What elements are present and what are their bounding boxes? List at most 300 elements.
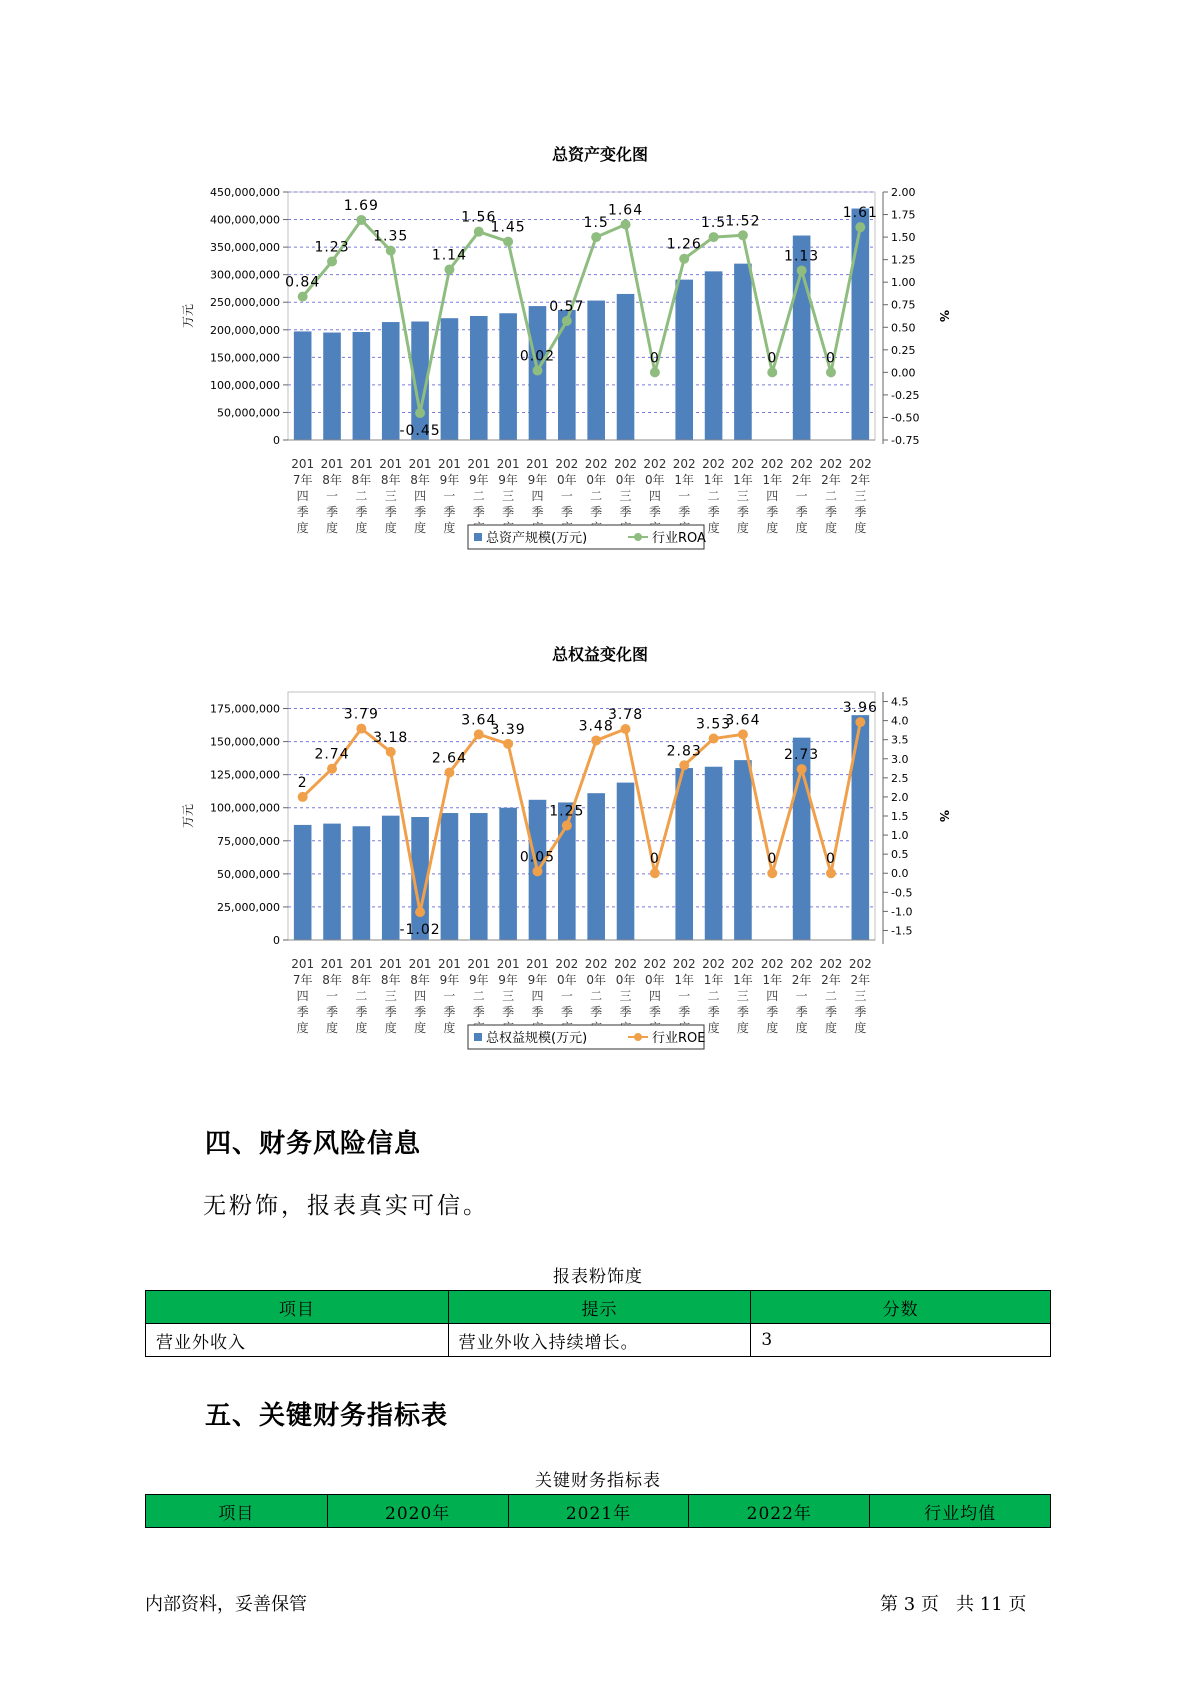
x-tick-label: 季 xyxy=(736,1005,749,1019)
x-tick-label: 度 xyxy=(795,521,808,535)
y-axis-title: 万元 xyxy=(181,803,195,829)
x-tick-label: 202 xyxy=(702,957,726,971)
bar xyxy=(323,333,341,440)
x-tick-label: 202 xyxy=(819,457,843,471)
x-tick-label: 季 xyxy=(326,505,339,519)
data-point xyxy=(855,717,865,727)
x-tick-label: 202 xyxy=(790,457,814,471)
data-point xyxy=(591,735,601,745)
data-label: 1.56 xyxy=(461,209,497,226)
y2-tick-label: 0.5 xyxy=(891,848,909,862)
x-tick-label: 1年 xyxy=(762,473,783,487)
x-tick-label: 二 xyxy=(472,989,485,1003)
table-row xyxy=(146,1324,1051,1357)
y2-tick-label: 0.75 xyxy=(891,298,916,312)
x-tick-label: 一 xyxy=(443,989,456,1003)
x-tick-label: 度 xyxy=(414,521,427,535)
y2-tick-label: 4.5 xyxy=(891,695,909,709)
x-tick-label: 四 xyxy=(296,489,309,503)
x-tick-label: 三 xyxy=(384,989,397,1003)
x-tick-label: 度 xyxy=(443,521,456,535)
y-tick-label: 150,000,000 xyxy=(210,735,280,749)
x-tick-label: 季 xyxy=(355,505,368,519)
bar xyxy=(353,332,371,440)
data-label: 3.79 xyxy=(343,706,379,723)
legend-label: 总权益规模(万元) xyxy=(486,1031,588,1046)
bar xyxy=(587,301,605,440)
x-tick-label: 季 xyxy=(854,1005,867,1019)
x-tick-label: 度 xyxy=(766,521,779,535)
x-tick-label: 0年 xyxy=(615,973,636,987)
x-tick-label: 季 xyxy=(443,1005,456,1019)
data-label: 2.83 xyxy=(666,743,702,760)
x-tick-label: 季 xyxy=(502,1005,515,1019)
x-tick-label: 201 xyxy=(526,457,549,471)
x-tick-label: 201 xyxy=(320,957,344,971)
x-tick-label: 0年 xyxy=(557,473,577,487)
data-point xyxy=(709,734,719,744)
data-point xyxy=(356,215,366,225)
y-tick-label: 300,000,000 xyxy=(210,268,280,282)
x-tick-label: 201 xyxy=(291,457,315,471)
bar xyxy=(441,318,459,440)
x-tick-label: 度 xyxy=(854,1021,867,1035)
data-point xyxy=(474,227,484,237)
table-header-cell: 项目 xyxy=(146,1291,449,1324)
data-label: -1.02 xyxy=(399,922,441,939)
x-tick-label: 一 xyxy=(678,989,691,1003)
data-label: 1.69 xyxy=(343,197,379,214)
x-tick-label: 0年 xyxy=(586,973,606,987)
x-tick-label: 201 xyxy=(379,957,403,971)
data-point xyxy=(679,760,689,770)
table-caption: 报表粉饰度 xyxy=(553,1267,643,1287)
x-tick-label: 202 xyxy=(584,957,608,971)
x-tick-label: 202 xyxy=(702,457,726,471)
x-tick-label: 7年 xyxy=(292,973,313,987)
y2-axis-title: % xyxy=(937,809,951,823)
x-tick-label: 四 xyxy=(648,989,661,1003)
x-tick-label: 三 xyxy=(502,989,515,1003)
x-tick-label: 季 xyxy=(296,1005,309,1019)
x-tick-label: 度 xyxy=(824,1021,837,1035)
x-tick-label: 一 xyxy=(326,489,339,503)
x-tick-label: 四 xyxy=(414,489,427,503)
data-label: 3.64 xyxy=(725,712,761,729)
x-tick-label: 三 xyxy=(736,489,749,503)
x-tick-label: 0年 xyxy=(586,473,606,487)
x-tick-label: 202 xyxy=(614,457,637,471)
y-tick-label: 200,000,000 xyxy=(210,323,280,337)
data-label: 3.64 xyxy=(461,712,497,729)
bar xyxy=(617,294,635,440)
x-tick-label: 9年 xyxy=(498,473,518,487)
x-tick-label: 度 xyxy=(707,1021,720,1035)
x-tick-label: 季 xyxy=(824,505,837,519)
y-tick-label: 350,000,000 xyxy=(210,241,280,255)
y-tick-label: 50,000,000 xyxy=(217,867,280,881)
x-tick-label: 1年 xyxy=(733,473,753,487)
y2-tick-label: 2.0 xyxy=(891,790,909,804)
x-tick-label: 季 xyxy=(795,1005,808,1019)
x-tick-label: 二 xyxy=(590,489,603,503)
x-tick-label: 1年 xyxy=(703,473,724,487)
x-tick-label: 度 xyxy=(414,1021,427,1035)
y2-tick-label: -0.50 xyxy=(891,411,920,425)
x-tick-label: 一 xyxy=(795,989,808,1003)
data-point xyxy=(415,907,425,917)
data-point xyxy=(797,764,807,774)
y-tick-label: 150,000,000 xyxy=(210,351,280,365)
total-equity-chart xyxy=(150,640,1050,1100)
x-tick-label: 度 xyxy=(326,521,339,535)
x-tick-label: 三 xyxy=(384,489,397,503)
bar xyxy=(617,783,635,940)
bar xyxy=(705,271,723,440)
x-tick-label: 202 xyxy=(848,957,872,971)
legend-label: 行业ROE xyxy=(652,1031,706,1046)
x-tick-label: 三 xyxy=(854,989,867,1003)
x-tick-label: 8年 xyxy=(410,973,430,987)
x-tick-label: 季 xyxy=(619,1005,632,1019)
x-tick-label: 7年 xyxy=(292,473,313,487)
x-tick-label: 201 xyxy=(526,957,549,971)
data-label: 0.05 xyxy=(519,849,556,866)
x-tick-label: 季 xyxy=(384,1005,397,1019)
data-label: 3.18 xyxy=(373,729,409,746)
bar xyxy=(294,331,312,440)
x-tick-label: 季 xyxy=(707,1005,720,1019)
x-tick-label: 度 xyxy=(296,1021,309,1035)
data-point xyxy=(532,866,542,876)
data-point xyxy=(621,724,631,734)
bar xyxy=(382,816,400,940)
x-tick-label: 季 xyxy=(766,505,779,519)
window-dressing-table xyxy=(145,1290,1051,1357)
x-tick-label: 1年 xyxy=(733,973,753,987)
bar xyxy=(705,767,723,940)
x-tick-label: 季 xyxy=(443,505,456,519)
x-tick-label: 0年 xyxy=(645,973,665,987)
x-tick-label: 9年 xyxy=(468,473,489,487)
bar xyxy=(499,313,517,440)
x-tick-label: 季 xyxy=(824,1005,837,1019)
x-tick-label: 8年 xyxy=(322,973,342,987)
x-tick-label: 三 xyxy=(619,989,632,1003)
table-header-cell: 分数 xyxy=(751,1291,1051,1324)
y-tick-label: 0 xyxy=(273,934,280,947)
x-tick-label: 202 xyxy=(819,957,843,971)
y2-tick-label: 2.00 xyxy=(891,186,916,199)
x-tick-label: 202 xyxy=(731,957,755,971)
bar xyxy=(470,813,488,940)
data-point xyxy=(298,292,308,302)
x-tick-label: 一 xyxy=(560,989,573,1003)
x-tick-label: 度 xyxy=(384,1021,397,1035)
table-header-cell: 提示 xyxy=(448,1291,751,1324)
x-tick-label: 201 xyxy=(291,957,315,971)
x-tick-label: 季 xyxy=(384,505,397,519)
x-tick-label: 8年 xyxy=(351,973,372,987)
data-point xyxy=(298,792,308,802)
x-tick-label: 1年 xyxy=(703,973,724,987)
x-tick-label: 度 xyxy=(824,521,837,535)
data-label: 0 xyxy=(767,851,778,868)
data-point xyxy=(562,821,572,831)
y2-axis-title: % xyxy=(937,309,951,323)
x-tick-label: 8年 xyxy=(410,473,430,487)
x-tick-label: 二 xyxy=(824,489,837,503)
x-tick-label: 202 xyxy=(790,957,814,971)
chart-title: 总权益变化图 xyxy=(551,645,648,664)
x-tick-label: 1年 xyxy=(762,973,783,987)
x-tick-label: 度 xyxy=(355,1021,368,1035)
table-header-cell: 项目 xyxy=(146,1495,328,1528)
x-tick-label: 2年 xyxy=(791,473,812,487)
data-point xyxy=(444,768,454,778)
data-point xyxy=(386,747,396,757)
x-tick-label: 季 xyxy=(795,505,808,519)
data-label: 0.84 xyxy=(285,274,321,291)
x-tick-label: 四 xyxy=(766,989,779,1003)
x-tick-label: 季 xyxy=(678,1005,691,1019)
y2-tick-label: 1.25 xyxy=(891,253,916,267)
data-label: 0 xyxy=(649,851,660,868)
x-tick-label: 9年 xyxy=(527,473,548,487)
x-tick-label: 度 xyxy=(707,521,720,535)
y2-tick-label: 1.00 xyxy=(891,276,916,290)
x-tick-label: 201 xyxy=(496,457,520,471)
y-axis-title: 万元 xyxy=(181,303,195,329)
data-label: 0.02 xyxy=(519,348,556,365)
x-tick-label: 201 xyxy=(349,957,373,971)
x-tick-label: 0年 xyxy=(557,973,577,987)
x-tick-label: 8年 xyxy=(380,473,401,487)
x-tick-label: 二 xyxy=(824,989,837,1003)
data-label: 2.74 xyxy=(314,746,350,763)
y2-tick-label: 0.50 xyxy=(891,321,916,335)
risk-summary-text: 无粉饰，报表真实可信。 xyxy=(203,1193,489,1219)
x-tick-label: 四 xyxy=(531,989,544,1003)
y2-tick-label: 0.25 xyxy=(891,343,916,357)
data-point xyxy=(503,237,513,247)
x-tick-label: 2年 xyxy=(850,473,871,487)
data-label: 0 xyxy=(826,350,836,367)
y2-tick-label: 1.5 xyxy=(891,810,909,823)
data-point xyxy=(474,729,484,739)
legend-swatch-marker xyxy=(634,533,642,541)
x-tick-label: 二 xyxy=(355,989,368,1003)
x-tick-label: 季 xyxy=(296,505,309,519)
data-point xyxy=(738,230,748,240)
x-tick-label: 201 xyxy=(349,457,373,471)
x-tick-label: 季 xyxy=(502,505,515,519)
x-tick-label: 季 xyxy=(648,1005,661,1019)
x-tick-label: 三 xyxy=(736,989,749,1003)
bar xyxy=(382,322,400,440)
data-point xyxy=(562,316,572,326)
data-point xyxy=(797,265,807,275)
x-tick-label: 0年 xyxy=(615,473,636,487)
x-tick-label: 8年 xyxy=(380,973,401,987)
x-tick-label: 季 xyxy=(531,1005,544,1019)
data-point xyxy=(327,256,337,266)
x-tick-label: 季 xyxy=(414,505,427,519)
data-label: 0 xyxy=(767,350,778,367)
x-tick-label: 202 xyxy=(584,457,608,471)
x-tick-label: 季 xyxy=(590,1005,603,1019)
x-tick-label: 202 xyxy=(555,957,579,971)
x-tick-label: 二 xyxy=(355,489,368,503)
x-tick-label: 度 xyxy=(736,1021,749,1035)
data-label: 1.23 xyxy=(314,239,350,256)
y2-tick-label: 0.00 xyxy=(891,366,916,380)
x-tick-label: 季 xyxy=(766,1005,779,1019)
y-tick-label: 250,000,000 xyxy=(210,296,280,310)
x-tick-label: 一 xyxy=(795,489,808,503)
data-point xyxy=(591,232,601,242)
x-tick-label: 2年 xyxy=(850,973,871,987)
y-tick-label: 100,000,000 xyxy=(210,801,280,815)
x-tick-label: 201 xyxy=(408,957,432,971)
data-label: 2.64 xyxy=(431,750,468,767)
x-tick-label: 季 xyxy=(707,505,720,519)
y2-tick-label: -0.75 xyxy=(891,434,920,447)
data-point xyxy=(738,729,748,739)
data-label: 0 xyxy=(826,851,836,868)
x-tick-label: 季 xyxy=(531,505,544,519)
x-tick-label: 202 xyxy=(760,957,784,971)
y2-tick-label: -1.0 xyxy=(891,905,913,919)
y-tick-label: 50,000,000 xyxy=(217,406,280,420)
bar xyxy=(734,760,752,940)
data-label: 1.13 xyxy=(784,248,820,265)
x-tick-label: 季 xyxy=(326,1005,339,1019)
data-point xyxy=(621,219,631,229)
y2-tick-label: -0.5 xyxy=(891,886,913,900)
x-tick-label: 二 xyxy=(590,989,603,1003)
data-label: 1.64 xyxy=(607,202,644,219)
x-tick-label: 202 xyxy=(555,457,579,471)
table-cell: 营业外收入 xyxy=(146,1324,449,1357)
x-tick-label: 季 xyxy=(472,505,485,519)
x-tick-label: 度 xyxy=(736,521,749,535)
x-tick-label: 季 xyxy=(854,505,867,519)
x-tick-label: 四 xyxy=(414,989,427,1003)
x-tick-label: 2年 xyxy=(791,973,812,987)
y2-tick-label: 1.0 xyxy=(891,829,909,843)
data-label: 3.48 xyxy=(578,718,614,735)
x-tick-label: 201 xyxy=(320,457,344,471)
x-tick-label: 度 xyxy=(795,1021,808,1035)
footer-page-number: 第 3 页 共 11 页 xyxy=(880,1594,1027,1615)
x-tick-label: 季 xyxy=(472,1005,485,1019)
table-header-cell: 2022年 xyxy=(689,1495,870,1528)
x-tick-label: 二 xyxy=(707,489,720,503)
table-header-row xyxy=(146,1495,1051,1528)
table-cell: 3 xyxy=(751,1324,1051,1357)
legend-label: 行业ROA xyxy=(652,531,706,546)
x-tick-label: 二 xyxy=(472,489,485,503)
y-tick-label: 175,000,000 xyxy=(210,702,280,716)
x-tick-label: 2年 xyxy=(821,473,841,487)
x-tick-label: 202 xyxy=(760,457,784,471)
data-label: 2.73 xyxy=(784,747,820,764)
data-point xyxy=(855,222,865,232)
x-tick-label: 度 xyxy=(854,521,867,535)
y-tick-label: 100,000,000 xyxy=(210,378,280,392)
x-tick-label: 0年 xyxy=(645,473,665,487)
data-point xyxy=(650,367,660,377)
x-tick-label: 202 xyxy=(731,457,755,471)
data-point xyxy=(415,408,425,418)
data-label: 1.14 xyxy=(431,247,468,264)
data-point xyxy=(767,868,777,878)
table-header-cell: 2021年 xyxy=(508,1495,689,1528)
x-tick-label: 201 xyxy=(467,957,491,971)
x-tick-label: 季 xyxy=(560,505,573,519)
x-tick-label: 202 xyxy=(672,457,696,471)
data-point xyxy=(386,246,396,256)
x-tick-label: 202 xyxy=(643,457,667,471)
x-tick-label: 1年 xyxy=(674,473,695,487)
x-tick-label: 201 xyxy=(437,957,461,971)
bar xyxy=(353,826,371,940)
y-tick-label: 450,000,000 xyxy=(210,186,280,199)
x-tick-label: 202 xyxy=(848,457,872,471)
data-point xyxy=(327,764,337,774)
x-tick-label: 9年 xyxy=(439,973,460,987)
data-point xyxy=(356,724,366,734)
x-tick-label: 四 xyxy=(766,489,779,503)
x-tick-label: 8年 xyxy=(351,473,372,487)
data-label: 1.5 xyxy=(583,215,609,232)
x-tick-label: 季 xyxy=(648,505,661,519)
bar xyxy=(294,825,312,940)
x-tick-label: 201 xyxy=(467,457,491,471)
data-point xyxy=(679,254,689,264)
y-tick-label: 400,000,000 xyxy=(210,213,280,227)
y2-tick-label: -1.5 xyxy=(891,924,913,938)
bar xyxy=(852,209,870,440)
data-label: 1.25 xyxy=(549,803,585,820)
x-tick-label: 9年 xyxy=(468,973,489,987)
data-point xyxy=(444,265,454,275)
data-point xyxy=(709,232,719,242)
data-label: 3.53 xyxy=(695,716,732,733)
x-tick-label: 三 xyxy=(502,489,515,503)
y2-tick-label: 2.5 xyxy=(891,771,909,785)
x-tick-label: 度 xyxy=(326,1021,339,1035)
data-label: 0 xyxy=(649,350,660,367)
x-tick-label: 四 xyxy=(648,489,661,503)
data-label: 1.26 xyxy=(666,236,702,253)
x-tick-label: 9年 xyxy=(527,973,548,987)
legend-swatch-bar xyxy=(474,1033,482,1041)
table-cell: 营业外收入持续增长。 xyxy=(448,1324,751,1357)
data-label: 1.52 xyxy=(725,213,761,230)
data-label: 0.57 xyxy=(549,298,585,315)
bar xyxy=(470,316,488,440)
x-tick-label: 度 xyxy=(296,521,309,535)
x-tick-label: 三 xyxy=(854,489,867,503)
x-tick-label: 201 xyxy=(408,457,432,471)
x-tick-label: 季 xyxy=(590,505,603,519)
data-label: 3.78 xyxy=(607,707,644,724)
bar xyxy=(441,813,459,940)
x-tick-label: 季 xyxy=(678,505,691,519)
data-point xyxy=(767,367,777,377)
